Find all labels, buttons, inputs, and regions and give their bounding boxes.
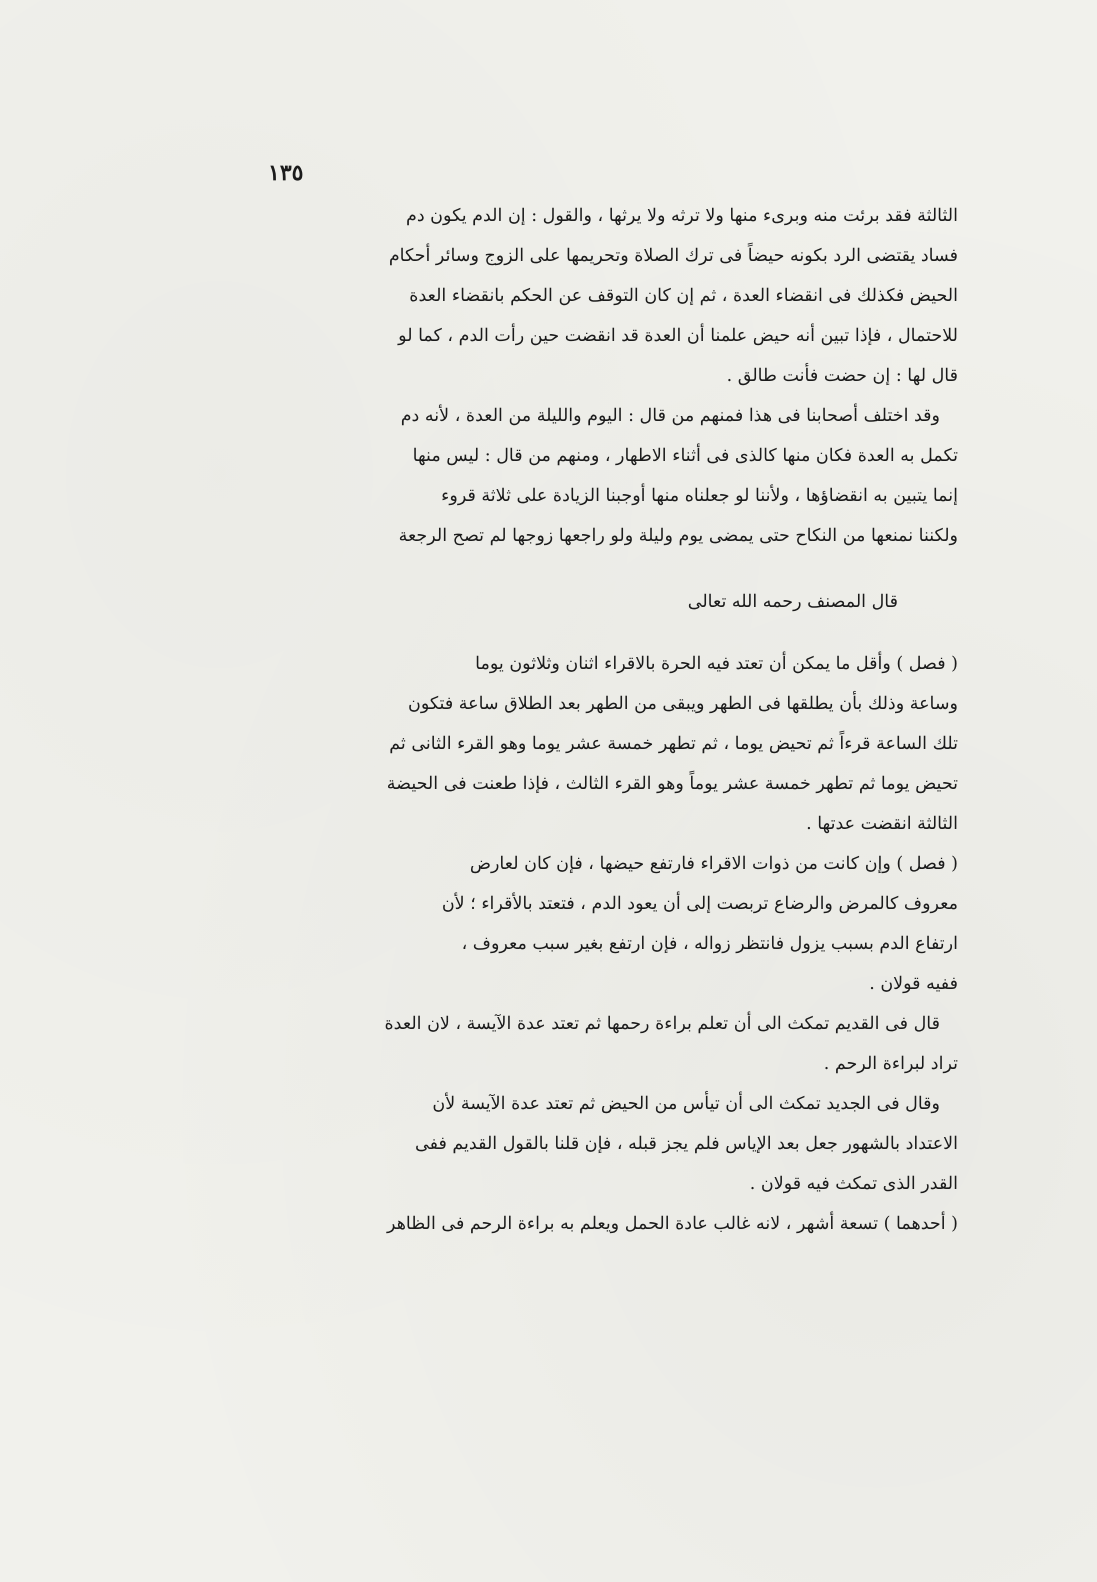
text-line: فساد يقتضى الرد بكونه حيضاً فى ترك الصلاة وتحريمها على الزوج وسائر أحكام [388, 246, 958, 266]
text-line: القدر الذى تمكث فيه قولان . [749, 1174, 958, 1194]
text-line: قال لها : إن حضت فأنت طالق . [726, 366, 958, 386]
text-line: إنما يتبين به انقضاؤها ، ولأننا لو جعلناه منها أوجبنا الزيادة على ثلاثة قروء [441, 486, 958, 506]
text-line: وقال فى الجديد تمكث الى أن تيأس من الحيض ثم تعتد عدة الآيسة لأن [432, 1094, 940, 1114]
body-text [236, 196, 958, 1244]
paragraph [236, 644, 958, 844]
text-line: وساعة وذلك بأن يطلقها فى الطهر ويبقى من الطهر بعد الطلاق ساعة فتكون [408, 694, 958, 714]
text-line: تحيض يوما ثم تطهر خمسة عشر يوماً وهو القرء الثالث ، فإذا طعنت فى الحيضة [386, 774, 958, 794]
text-line: ( فصل ) وأقل ما يمكن أن تعتد فيه الحرة بالاقراء اثنان وثلاثون يوما [475, 654, 958, 674]
text-line: ولكننا نمنعها من النكاح حتى يمضى يوم وليلة ولو راجعها زوجها لم تصح الرجعة [398, 526, 958, 546]
text-line: تكمل به العدة فكان منها كالذى فى أثناء الاطهار ، ومنهم من قال : ليس منها [412, 446, 958, 466]
paragraph [236, 196, 958, 396]
text-line: تلك الساعة قرءاً ثم تحيض يوما ، ثم تطهر خمسة عشر يوما وهو القرء الثانى ثم [389, 734, 958, 754]
paragraph [236, 1004, 958, 1084]
text-line: تراد لبراءة الرحم . [823, 1054, 958, 1074]
text-line: ( أحدهما ) تسعة أشهر ، لانه غالب عادة الحمل ويعلم به براءة الرحم فى الظاهر [387, 1214, 958, 1234]
text-line: ففيه قولان . [869, 974, 958, 994]
paragraph [236, 1084, 958, 1204]
paragraph [236, 1204, 958, 1244]
text-line: ارتفاع الدم بسبب يزول فانتظر زواله ، فإن ارتفع بغير سبب معروف ، [461, 934, 958, 954]
text-line: ( فصل ) وإن كانت من ذوات الاقراء فارتفع حيضها ، فإن كان لعارض [469, 854, 958, 874]
text-line: وقد اختلف أصحابنا فى هذا فمنهم من قال : اليوم والليلة من العدة ، لأنه دم [400, 406, 940, 426]
page-number: ١٣٥ [268, 160, 304, 186]
text-line: قال فى القديم تمكث الى أن تعلم براءة رحمها ثم تعتد عدة الآيسة ، لان العدة [384, 1014, 940, 1034]
text-line: معروف كالمرض والرضاع تربصت إلى أن يعود الدم ، فتعتد بالأقراء ؛ لأن [441, 894, 958, 914]
text-line: الثالثة فقد برئت منه وبرىء منها ولا ترثه ولا يرثها ، والقول : إن الدم يكون دم [405, 206, 958, 226]
text-line: الاعتداد بالشهور جعل بعد الإياس فلم يجز قبله ، فإن قلنا بالقول القديم ففى [415, 1134, 958, 1154]
paragraph [236, 396, 958, 556]
text-line: الثالثة انقضت عدتها . [806, 814, 958, 834]
text-line: الحيض فكذلك فى انقضاء العدة ، ثم إن كان التوقف عن الحكم بانقضاء العدة [409, 286, 958, 306]
section-heading: قال المصنف رحمه الله تعالى [687, 592, 898, 612]
text-line: للاحتمال ، فإذا تبين أنه حيض علمنا أن العدة قد انقضت حين رأت الدم ، كما لو [398, 326, 958, 346]
paragraph [236, 844, 958, 1004]
